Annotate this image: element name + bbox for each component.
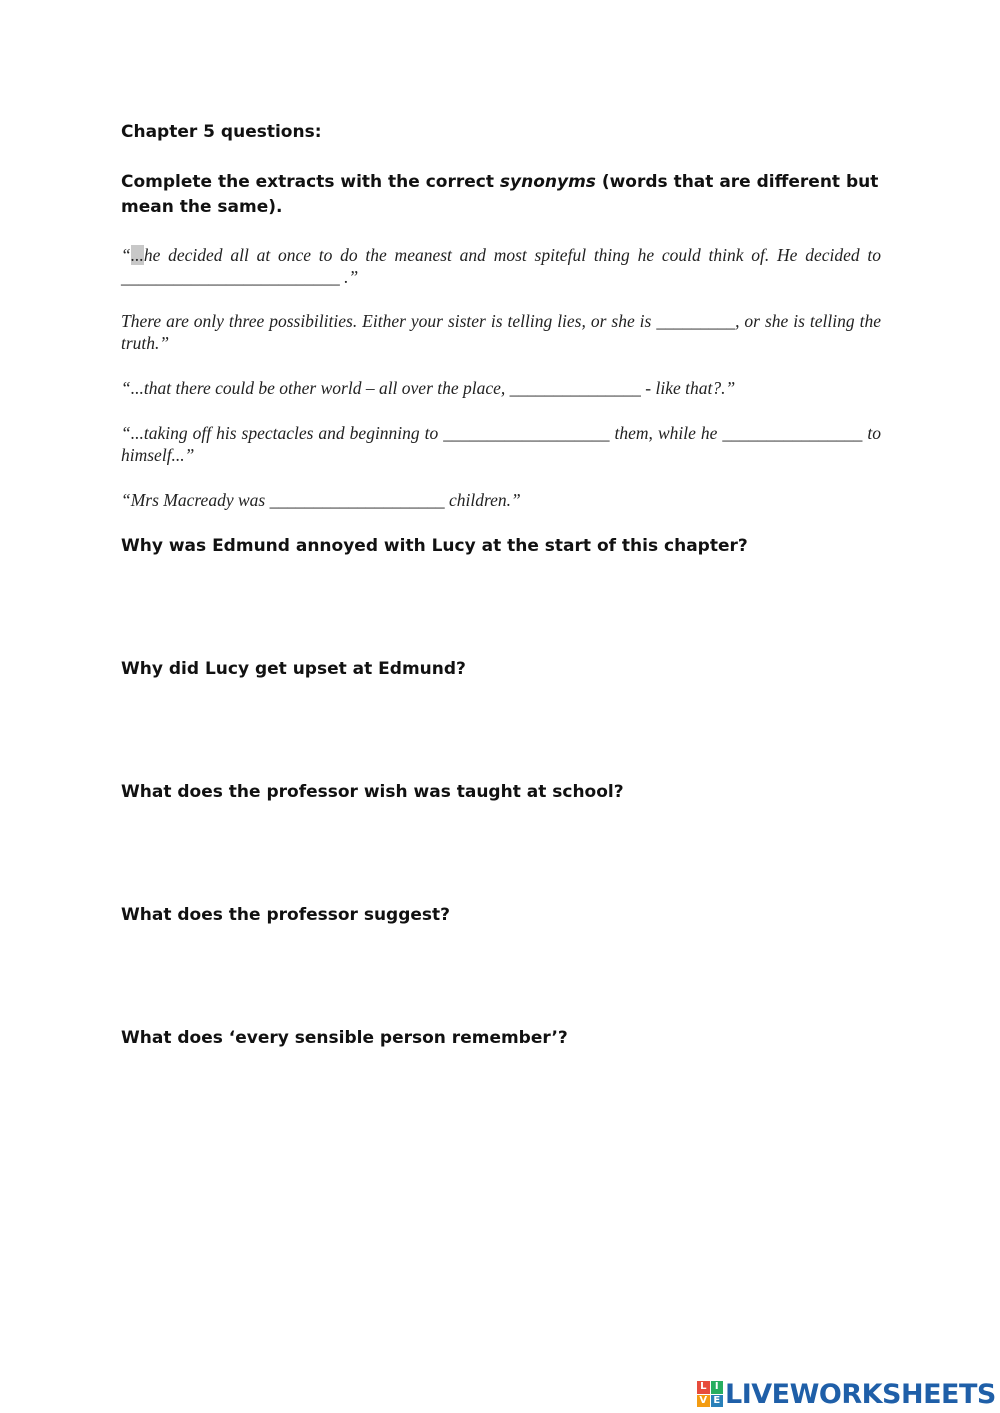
question-3: What does the professor wish was taught at school? (121, 782, 624, 802)
logo-letter: L (697, 1381, 710, 1394)
instruction-emphasis: synonyms (499, 172, 596, 192)
extract-4: “...taking off his spectacles and beginning to ___________________ them, while he ________________ to himself...” (121, 423, 881, 465)
logo-letter: I (711, 1381, 724, 1394)
question-5: What does ‘every sensible person remember’? (121, 1028, 568, 1048)
question-4: What does the professor suggest? (121, 905, 451, 925)
page-title: Chapter 5 questions: (121, 122, 322, 142)
instruction-text-start: Complete the extracts with the correct (121, 172, 500, 192)
extract-1-text: he decided all at once to do the meanest and most spiteful thing he could think of. He decided to (143, 245, 881, 265)
question-1: Why was Edmund annoyed with Lucy at the start of this chapter? (121, 536, 748, 556)
extract-2: There are only three possibilities. Either your sister is telling lies, or she is _________, or she is telling the truth.” (121, 311, 881, 353)
extract-1-line-1 (121, 244, 881, 266)
extract-3: “...that there could be other world – all over the place, _______________ - like that?.” (121, 378, 736, 398)
question-2: Why did Lucy get upset at Edmund? (121, 659, 466, 679)
extract-5: “Mrs Macready was ____________________ children.” (121, 490, 521, 510)
liveworksheets-logo[interactable] (697, 1377, 996, 1411)
brand-name: LIVEWORKSHEETS (725, 1378, 996, 1410)
open-quote: “ (121, 245, 131, 265)
instruction-text-end: (words that are different but mean the same). (121, 172, 879, 217)
extract-1-line-2: _________________________ .” (121, 267, 359, 287)
logo-letter: V (697, 1395, 710, 1408)
live-logo-icon (697, 1381, 723, 1407)
extract-1 (121, 244, 881, 288)
highlighted-ellipsis: ... (130, 245, 144, 265)
logo-letter: E (711, 1395, 724, 1408)
instruction (121, 170, 881, 220)
